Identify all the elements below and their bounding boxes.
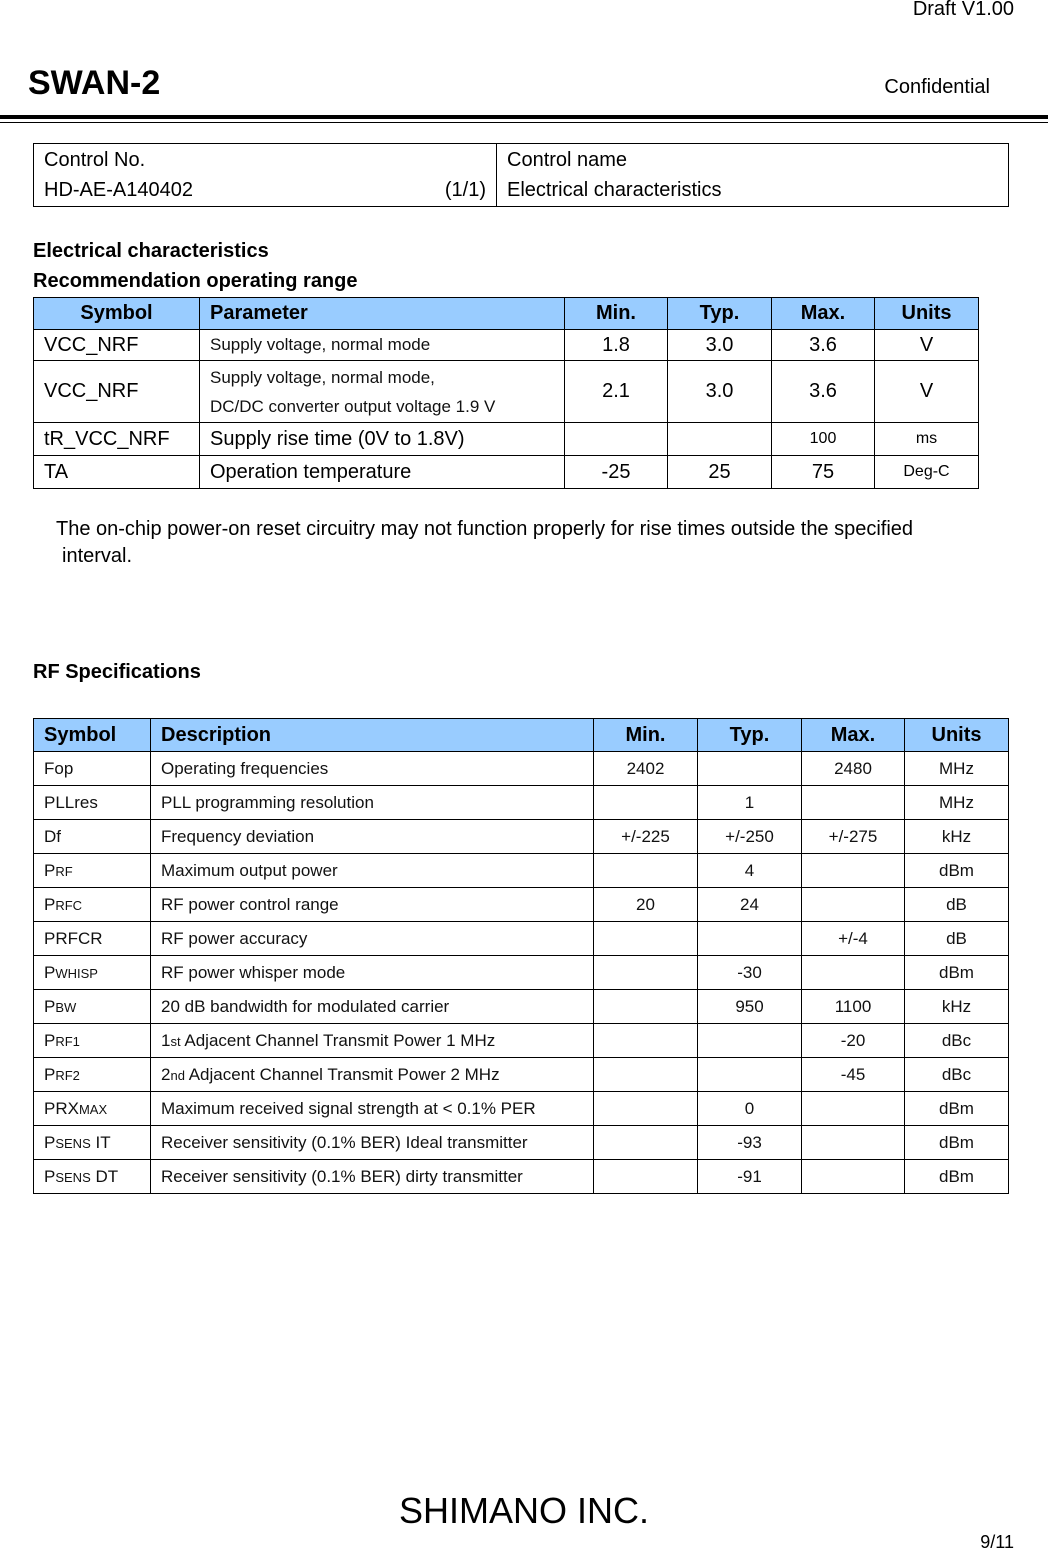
typ-cell: 3.0 — [668, 361, 772, 423]
max-cell — [802, 1160, 905, 1194]
symbol-subscript: RFC — [55, 897, 83, 913]
typ-cell: 25 — [668, 456, 772, 489]
min-cell: 2402 — [594, 752, 698, 786]
units-cell: V — [875, 361, 979, 423]
symbol-cell — [34, 786, 151, 820]
control-no-label: Control No. — [44, 149, 146, 171]
symbol-main: P — [44, 1030, 56, 1050]
table-row — [34, 1092, 1009, 1126]
description-text: Maximum received signal strength at < 0.1% PER — [161, 1098, 536, 1118]
table-header-row — [34, 298, 979, 330]
units-cell: dBm — [905, 1160, 1009, 1194]
description-cell — [151, 786, 594, 820]
symbol-cell — [34, 922, 151, 956]
symbol-subscript: RF2 — [55, 1067, 80, 1083]
symbol-suffix: IT — [90, 1132, 111, 1152]
table-row — [34, 456, 979, 489]
description-cell — [151, 1024, 594, 1058]
table-row — [34, 786, 1009, 820]
typ-cell: 950 — [698, 990, 802, 1024]
units-cell: dBm — [905, 1126, 1009, 1160]
symbol-cell — [34, 752, 151, 786]
units-cell: MHz — [905, 752, 1009, 786]
units-cell: ms — [875, 423, 979, 456]
description-cell — [151, 1126, 594, 1160]
table-row — [34, 956, 1009, 990]
header-rule-thin — [0, 122, 1048, 123]
max-cell — [802, 854, 905, 888]
min-cell: +/-225 — [594, 820, 698, 854]
symbol-main: PRX — [44, 1098, 79, 1118]
description-text: Maximum output power — [161, 860, 338, 880]
control-page-fraction: (1/1) — [444, 179, 486, 201]
table-row — [34, 330, 979, 361]
min-cell — [594, 854, 698, 888]
description-cell — [151, 854, 594, 888]
control-name-value: Electrical characteristics — [507, 179, 722, 201]
typ-cell: 1 — [698, 786, 802, 820]
units-cell: dB — [905, 922, 1009, 956]
control-no-value: HD-AE-A140402 — [44, 179, 193, 201]
description-text: PLL programming resolution — [161, 792, 374, 812]
symbol-cell — [34, 1092, 151, 1126]
symbol-main: P — [44, 1166, 56, 1186]
control-name-label: Control name — [507, 149, 628, 171]
symbol-cell: tR_VCC_NRF — [34, 423, 200, 456]
min-cell: -25 — [565, 456, 668, 489]
ordinal-number: 1 — [161, 1030, 171, 1050]
typ-cell: 4 — [698, 854, 802, 888]
page-number: 9/11 — [980, 1532, 1014, 1552]
symbol-main: P — [44, 1132, 56, 1152]
description-text: Receiver sensitivity (0.1% BER) Ideal transmitter — [161, 1132, 528, 1152]
units-cell: dBm — [905, 854, 1009, 888]
description-text: Adjacent Channel Transmit Power 2 MHz — [184, 1064, 500, 1084]
max-cell: 3.6 — [772, 361, 875, 423]
description-cell — [151, 1092, 594, 1126]
min-cell — [594, 922, 698, 956]
table-row — [34, 1058, 1009, 1092]
units-cell: kHz — [905, 820, 1009, 854]
units-cell: kHz — [905, 990, 1009, 1024]
table-row — [34, 752, 1009, 786]
table-row — [34, 1160, 1009, 1194]
table-row — [34, 1024, 1009, 1058]
typ-cell — [698, 1024, 802, 1058]
typ-cell — [698, 1058, 802, 1092]
symbol-cell — [34, 820, 151, 854]
table-row — [34, 990, 1009, 1024]
typ-cell: 3.0 — [668, 330, 772, 361]
min-cell: 2.1 — [565, 361, 668, 423]
symbol-main: PLLres — [44, 792, 98, 812]
description-cell — [151, 922, 594, 956]
description-cell — [151, 1160, 594, 1194]
table-header-row — [34, 719, 1009, 752]
table-row — [34, 423, 979, 456]
symbol-cell: TA — [34, 456, 200, 489]
symbol-cell — [34, 1160, 151, 1194]
header-cell: Max. — [772, 298, 875, 330]
parameter-cell — [200, 361, 565, 423]
symbol-main: P — [44, 860, 56, 880]
typ-cell — [698, 752, 802, 786]
max-cell: -20 — [802, 1024, 905, 1058]
min-cell — [594, 786, 698, 820]
min-cell — [594, 1058, 698, 1092]
symbol-cell — [34, 854, 151, 888]
product-title: SWAN-2 — [28, 64, 161, 102]
table-row — [34, 888, 1009, 922]
max-cell — [802, 888, 905, 922]
description-text: Adjacent Channel Transmit Power 1 MHz — [180, 1030, 496, 1050]
description-text: Receiver sensitivity (0.1% BER) dirty transmitter — [161, 1166, 523, 1186]
header-cell: Min. — [565, 298, 668, 330]
symbol-cell — [34, 1024, 151, 1058]
note-line: The on-chip power-on reset circuitry may not function properly for rise times outside the specified — [56, 518, 914, 540]
symbol-main: Df — [44, 826, 61, 846]
min-cell — [594, 1024, 698, 1058]
section-heading-recommendation: Recommendation operating range — [33, 270, 358, 292]
description-text: RF power accuracy — [161, 928, 308, 948]
table-row — [34, 854, 1009, 888]
max-cell: -45 — [802, 1058, 905, 1092]
symbol-main: P — [44, 962, 56, 982]
typ-cell: 24 — [698, 888, 802, 922]
typ-cell — [698, 922, 802, 956]
table-row — [34, 820, 1009, 854]
min-cell — [594, 956, 698, 990]
units-cell: dBm — [905, 956, 1009, 990]
symbol-cell — [34, 956, 151, 990]
max-cell: +/-275 — [802, 820, 905, 854]
company-name: SHIMANO INC. — [398, 1490, 649, 1531]
units-cell: dBm — [905, 1092, 1009, 1126]
control-no-cell — [34, 144, 497, 207]
max-cell — [802, 956, 905, 990]
max-cell: 2480 — [802, 752, 905, 786]
header-cell: Max. — [802, 719, 905, 752]
units-cell: dBc — [905, 1058, 1009, 1092]
units-cell: Deg-C — [875, 456, 979, 489]
max-cell: 75 — [772, 456, 875, 489]
header-cell: Units — [905, 719, 1009, 752]
symbol-cell — [34, 888, 151, 922]
parameter-line: Supply voltage, normal mode, — [210, 367, 435, 387]
symbol-main: P — [44, 996, 56, 1016]
symbol-subscript: MAX — [78, 1101, 108, 1117]
min-cell — [565, 423, 668, 456]
max-cell: 100 — [772, 423, 875, 456]
max-cell: +/-4 — [802, 922, 905, 956]
units-cell: dBc — [905, 1024, 1009, 1058]
recommendation-table — [33, 297, 979, 489]
units-cell: dB — [905, 888, 1009, 922]
table-row — [34, 1126, 1009, 1160]
control-info-table — [33, 143, 1009, 207]
header-cell: Min. — [594, 719, 698, 752]
description-text: 20 dB bandwidth for modulated carrier — [161, 996, 450, 1016]
typ-cell — [668, 423, 772, 456]
symbol-subscript: WHISP — [55, 965, 98, 981]
description-cell — [151, 752, 594, 786]
header-cell: Description — [151, 719, 594, 752]
description-cell — [151, 888, 594, 922]
parameter-cell: Supply voltage, normal mode — [200, 330, 565, 361]
symbol-main: P — [44, 894, 56, 914]
parameter-cell: Operation temperature — [200, 456, 565, 489]
ordinal-number: 2 — [161, 1064, 171, 1084]
header-cell: Symbol — [34, 719, 151, 752]
units-cell: V — [875, 330, 979, 361]
symbol-cell: VCC_NRF — [34, 361, 200, 423]
parameter-cell: Supply rise time (0V to 1.8V) — [200, 423, 565, 456]
header-cell: Typ. — [698, 719, 802, 752]
symbol-main: P — [44, 1064, 56, 1084]
units-cell: MHz — [905, 786, 1009, 820]
control-name-cell — [497, 144, 1009, 207]
symbol-main: PRFCR — [44, 928, 103, 948]
draft-version: Draft V1.00 — [912, 0, 1014, 20]
header-cell: Typ. — [668, 298, 772, 330]
max-cell — [802, 1092, 905, 1126]
table-row — [34, 361, 979, 423]
typ-cell: -93 — [698, 1126, 802, 1160]
typ-cell: 0 — [698, 1092, 802, 1126]
description-cell — [151, 990, 594, 1024]
section-heading-electrical: Electrical characteristics — [33, 240, 269, 262]
rise-time-note — [56, 516, 913, 570]
description-text: Operating frequencies — [161, 758, 329, 778]
header-cell: Symbol — [34, 298, 200, 330]
description-cell — [151, 820, 594, 854]
description-text: RF power control range — [161, 894, 339, 914]
description-cell — [151, 956, 594, 990]
symbol-main: Fop — [44, 758, 74, 778]
note-line: interval. — [62, 545, 133, 567]
symbol-subscript: SENS — [55, 1169, 91, 1185]
table-row — [34, 922, 1009, 956]
typ-cell: +/-250 — [698, 820, 802, 854]
symbol-subscript: BW — [55, 999, 77, 1015]
symbol-suffix: DT — [90, 1166, 119, 1186]
symbol-cell — [34, 1058, 151, 1092]
rf-table-body — [34, 752, 1009, 1194]
min-cell — [594, 1126, 698, 1160]
confidential-label: Confidential — [884, 76, 990, 98]
rf-spec-table — [33, 718, 1009, 1194]
ordinal-suffix: st — [170, 1033, 181, 1049]
ordinal-suffix: nd — [170, 1067, 185, 1083]
symbol-cell — [34, 1126, 151, 1160]
description-text: Frequency deviation — [161, 826, 315, 846]
parameter-line: DC/DC converter output voltage 1.9 V — [210, 396, 496, 416]
typ-cell: -91 — [698, 1160, 802, 1194]
max-cell — [802, 786, 905, 820]
typ-cell: -30 — [698, 956, 802, 990]
max-cell — [802, 1126, 905, 1160]
symbol-subscript: SENS — [55, 1135, 91, 1151]
header-cell: Parameter — [200, 298, 565, 330]
min-cell — [594, 1092, 698, 1126]
min-cell — [594, 1160, 698, 1194]
header-cell: Units — [875, 298, 979, 330]
symbol-cell — [34, 990, 151, 1024]
header-rule-thick — [0, 115, 1048, 119]
min-cell — [594, 990, 698, 1024]
section-heading-rf: RF Specifications — [33, 661, 201, 683]
min-cell: 1.8 — [565, 330, 668, 361]
symbol-subscript: RF — [55, 863, 73, 879]
description-text: RF power whisper mode — [161, 962, 346, 982]
symbol-cell: VCC_NRF — [34, 330, 200, 361]
max-cell: 1100 — [802, 990, 905, 1024]
min-cell: 20 — [594, 888, 698, 922]
description-cell — [151, 1058, 594, 1092]
max-cell: 3.6 — [772, 330, 875, 361]
symbol-subscript: RF1 — [55, 1033, 80, 1049]
